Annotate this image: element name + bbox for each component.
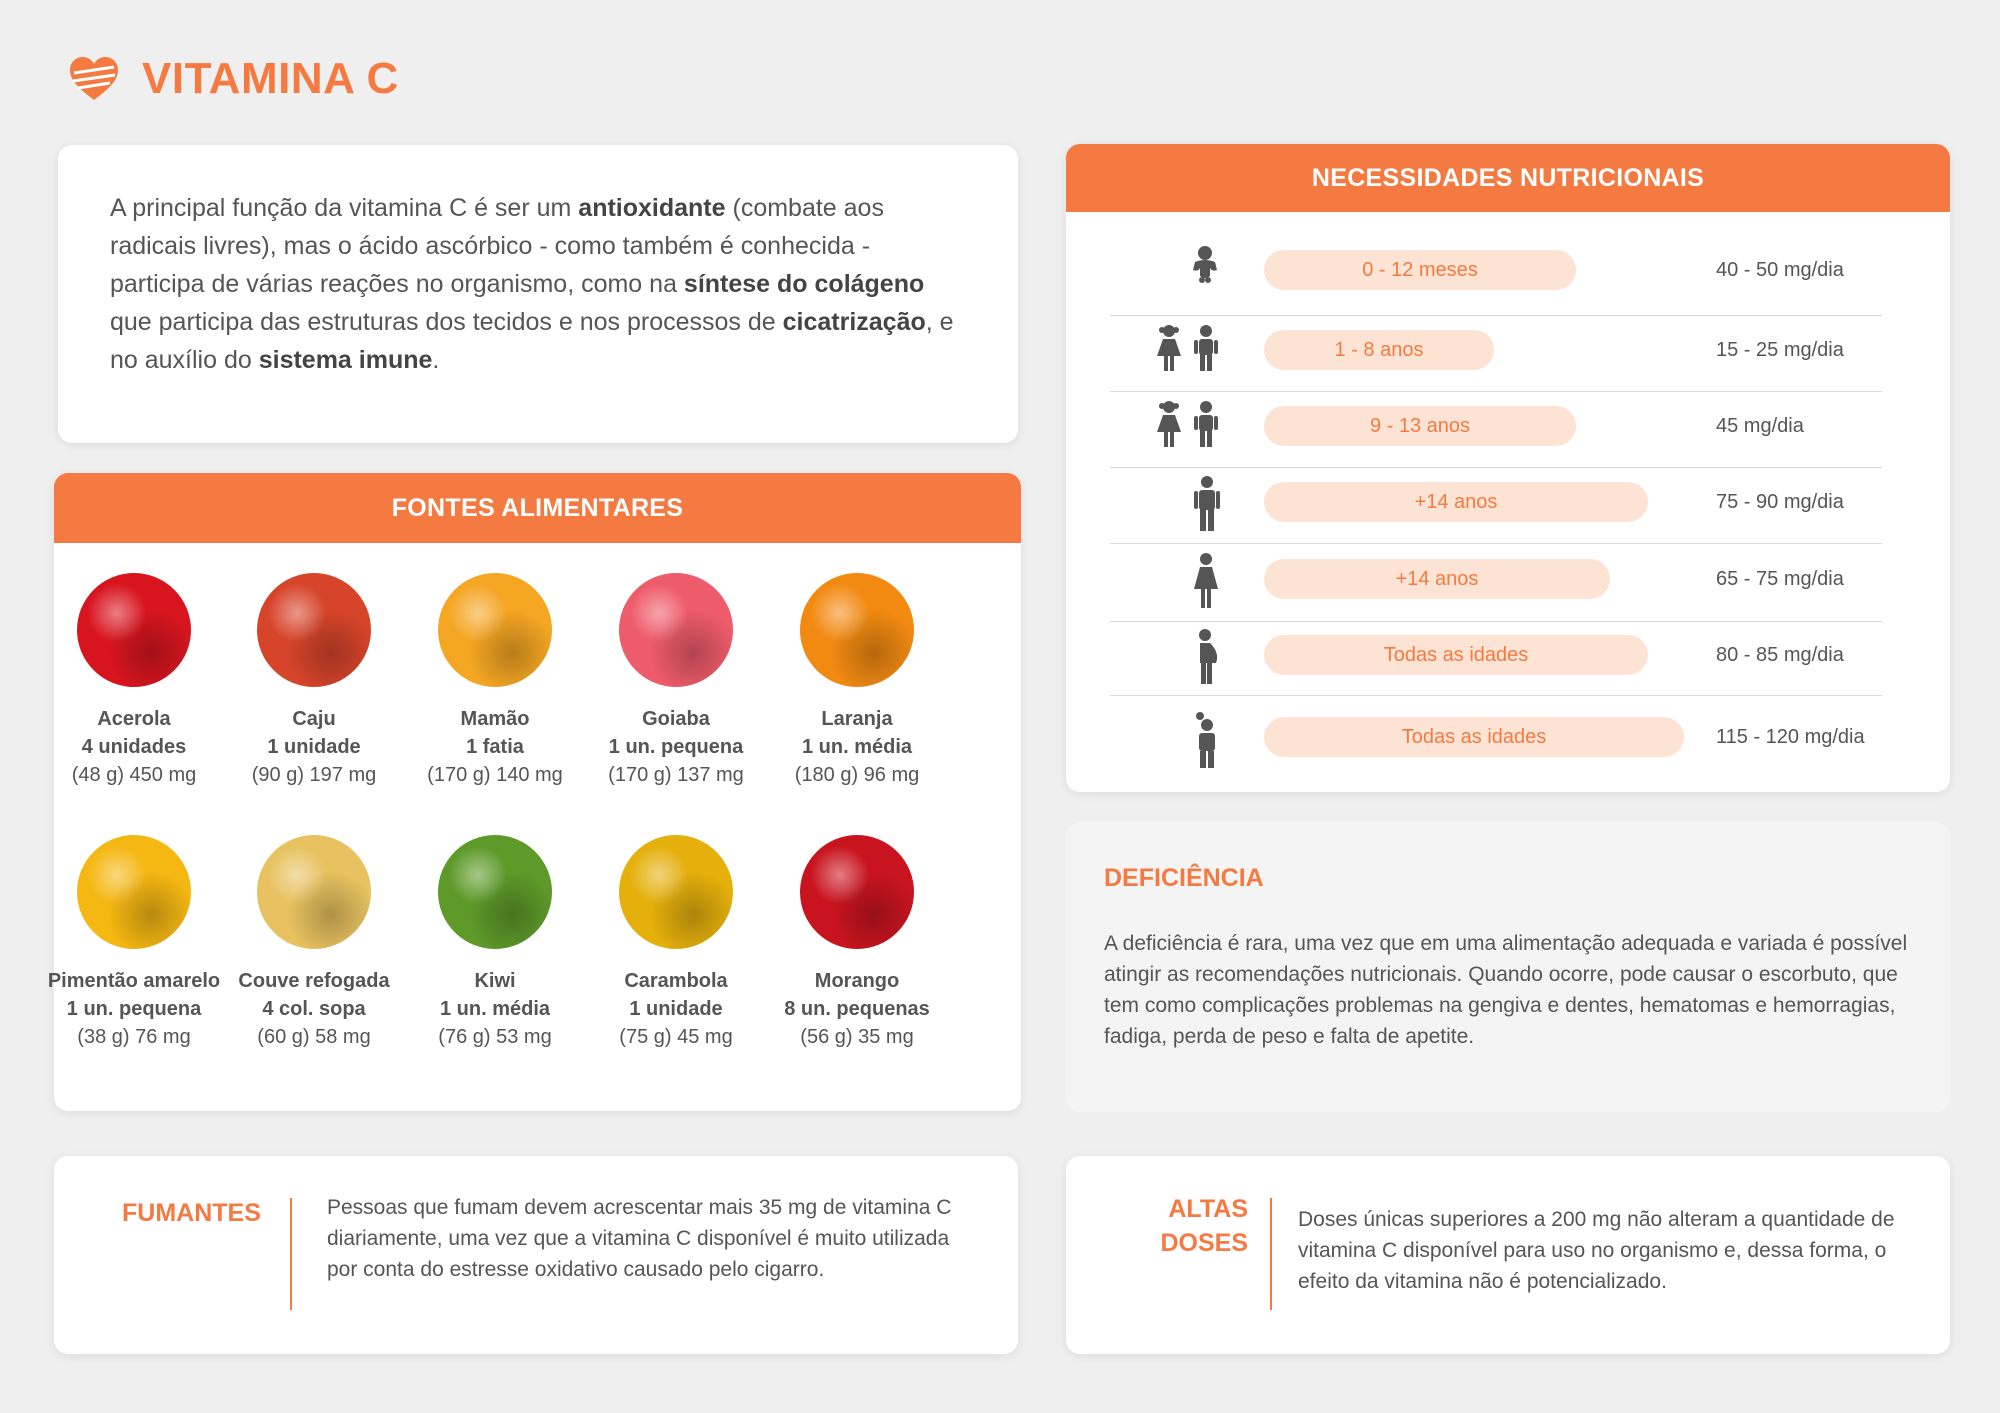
intro-segment: que participa das estruturas dos tecidos e nos processos de — [110, 308, 783, 336]
food-portion: 1 fatia — [466, 736, 524, 758]
needs-row — [1110, 544, 1882, 622]
food-name: Carambola — [624, 970, 728, 992]
age-group-pill: 0 - 12 meses — [1264, 250, 1576, 290]
food-amount: (170 g) 137 mg — [608, 764, 744, 786]
food-amount: (170 g) 140 mg — [427, 764, 563, 786]
intro-highlight: sistema imune — [258, 346, 433, 374]
food-photo-icon — [800, 573, 914, 687]
food-portion: 8 un. pequenas — [784, 998, 930, 1020]
needs-row — [1110, 622, 1882, 696]
age-group-pill: Todas as idades — [1264, 717, 1684, 757]
food-portion: 1 unidade — [629, 998, 723, 1020]
baby-icon — [1190, 244, 1220, 284]
man-icon — [1194, 476, 1220, 532]
food-grid — [47, 543, 1021, 1111]
age-group-pill: Todas as idades — [1264, 635, 1648, 675]
high-doses-divider — [1270, 1198, 1272, 1310]
food-item — [219, 573, 409, 789]
food-sources-title: FONTES ALIMENTARES — [54, 473, 1021, 543]
food-portion: 4 unidades — [81, 736, 187, 758]
food-portion: 1 unidade — [267, 736, 361, 758]
food-photo-icon — [619, 835, 733, 949]
food-item — [762, 573, 952, 789]
food-amount: (48 g) 450 mg — [71, 764, 197, 786]
food-portion: 1 un. pequena — [66, 998, 202, 1020]
food-item — [400, 573, 590, 789]
intro-segment: . — [432, 346, 440, 374]
needs-row — [1110, 212, 1882, 316]
woman-icon — [1192, 553, 1220, 609]
food-name: Mamão — [460, 708, 530, 730]
age-group-pill: 1 - 8 anos — [1264, 330, 1494, 370]
high-doses-title-line-2: DOSES — [1160, 1229, 1248, 1257]
food-amount: (76 g) 53 mg — [438, 1026, 552, 1048]
food-name: Laranja — [821, 708, 893, 730]
food-item — [581, 573, 771, 789]
food-photo-icon — [438, 835, 552, 949]
food-portion: 4 col. sopa — [262, 998, 366, 1020]
needs-row — [1110, 316, 1882, 392]
deficiency-card — [1066, 822, 1950, 1112]
deficiency-text: A deficiência é rara, uma vez que em uma alimentação adequada e variada é possível atingir as recomendações nutricionais. Quando ocorre, pode causar o escorbuto, que tem como complicações problemas na gengiva e dentes, hematomas e hemorragias, fadiga, perda de peso e falta de apetite. — [1104, 932, 1908, 1048]
deficiency-title: DEFICIÊNCIA — [1104, 864, 1264, 892]
intro-text — [110, 189, 966, 379]
food-photo-icon — [77, 573, 191, 687]
food-item — [581, 835, 771, 1051]
intro-card — [58, 145, 1018, 443]
food-amount: (38 g) 76 mg — [77, 1026, 191, 1048]
food-portion: 1 un. média — [439, 998, 551, 1020]
intro-segment: (combate aos radicais livres), mas o ácido ascórbico - como também é conhecida - participa de várias reações no organismo, como na — [110, 194, 884, 298]
intro-segment: , e no auxílio do — [110, 308, 954, 374]
needs-row — [1110, 392, 1882, 468]
food-photo-icon — [800, 835, 914, 949]
dose-value: 15 - 25 mg/dia — [1716, 339, 1844, 361]
food-amount: (75 g) 45 mg — [619, 1026, 733, 1048]
food-amount: (56 g) 35 mg — [800, 1026, 914, 1048]
dose-value: 115 - 120 mg/dia — [1716, 726, 1865, 748]
dose-value: 65 - 75 mg/dia — [1716, 568, 1844, 590]
page-title: VITAMINA C — [142, 54, 399, 103]
smokers-title: FUMANTES — [122, 1199, 261, 1227]
age-group-pill: +14 anos — [1264, 482, 1648, 522]
dose-value: 75 - 90 mg/dia — [1716, 491, 1844, 513]
high-doses-title — [1126, 1192, 1248, 1260]
high-doses-card — [1066, 1156, 1950, 1354]
food-name: Goiaba — [642, 708, 710, 730]
food-photo-icon — [257, 573, 371, 687]
food-photo-icon — [619, 573, 733, 687]
breastfeeding-icon — [1194, 711, 1220, 769]
pregnant-icon — [1194, 629, 1220, 685]
needs-row — [1110, 696, 1882, 786]
dose-value: 45 mg/dia — [1716, 415, 1804, 437]
nutritional-needs-title: NECESSIDADES NUTRICIONAIS — [1066, 144, 1950, 212]
page-header — [68, 54, 399, 104]
food-name: Couve refogada — [238, 970, 390, 992]
children-icon — [1154, 324, 1220, 372]
food-item — [219, 835, 409, 1051]
food-name: Pimentão amarelo — [47, 970, 221, 992]
food-name: Caju — [292, 708, 336, 730]
food-photo-icon — [77, 835, 191, 949]
age-group-pill: +14 anos — [1264, 559, 1610, 599]
food-item — [400, 835, 590, 1051]
smokers-card — [54, 1156, 1018, 1354]
high-doses-title-line-1: ALTAS — [1168, 1195, 1248, 1223]
needs-row — [1110, 468, 1882, 544]
food-sources-panel — [47, 473, 1021, 1111]
food-portion: 1 un. pequena — [608, 736, 744, 758]
food-name: Kiwi — [474, 970, 516, 992]
smokers-text: Pessoas que fumam devem acrescentar mais 35 mg de vitamina C diariamente, uma vez que a vitamina C disponível é muito utilizada por conta do estresse oxidativo causado pelo cigarro. — [327, 1196, 952, 1281]
intro-segment: A principal função da vitamina C é ser um — [110, 194, 579, 222]
food-name: Morango — [814, 970, 900, 992]
high-doses-text: Doses únicas superiores a 200 mg não alteram a quantidade de vitamina C disponível para uso no organismo e, dessa forma, o efeito da vitamina não é potencializado. — [1298, 1208, 1895, 1293]
intro-highlight: cicatrização — [782, 308, 926, 336]
food-amount: (90 g) 197 mg — [251, 764, 377, 786]
nutritional-needs-panel — [1066, 144, 1950, 792]
intro-highlight: síntese do colágeno — [683, 270, 925, 298]
dose-value: 40 - 50 mg/dia — [1716, 259, 1844, 281]
children-icon — [1154, 400, 1220, 448]
smokers-divider — [290, 1198, 292, 1310]
intro-highlight: antioxidante — [578, 194, 726, 222]
food-item — [39, 573, 229, 789]
dose-value: 80 - 85 mg/dia — [1716, 644, 1844, 666]
age-group-pill: 9 - 13 anos — [1264, 406, 1576, 446]
food-photo-icon — [257, 835, 371, 949]
food-photo-icon — [438, 573, 552, 687]
food-item — [39, 835, 229, 1051]
food-item — [762, 835, 952, 1051]
food-amount: (180 g) 96 mg — [794, 764, 920, 786]
heart-logo-icon — [68, 56, 120, 102]
food-amount: (60 g) 58 mg — [257, 1026, 371, 1048]
food-name: Acerola — [97, 708, 171, 730]
food-portion: 1 un. média — [801, 736, 913, 758]
